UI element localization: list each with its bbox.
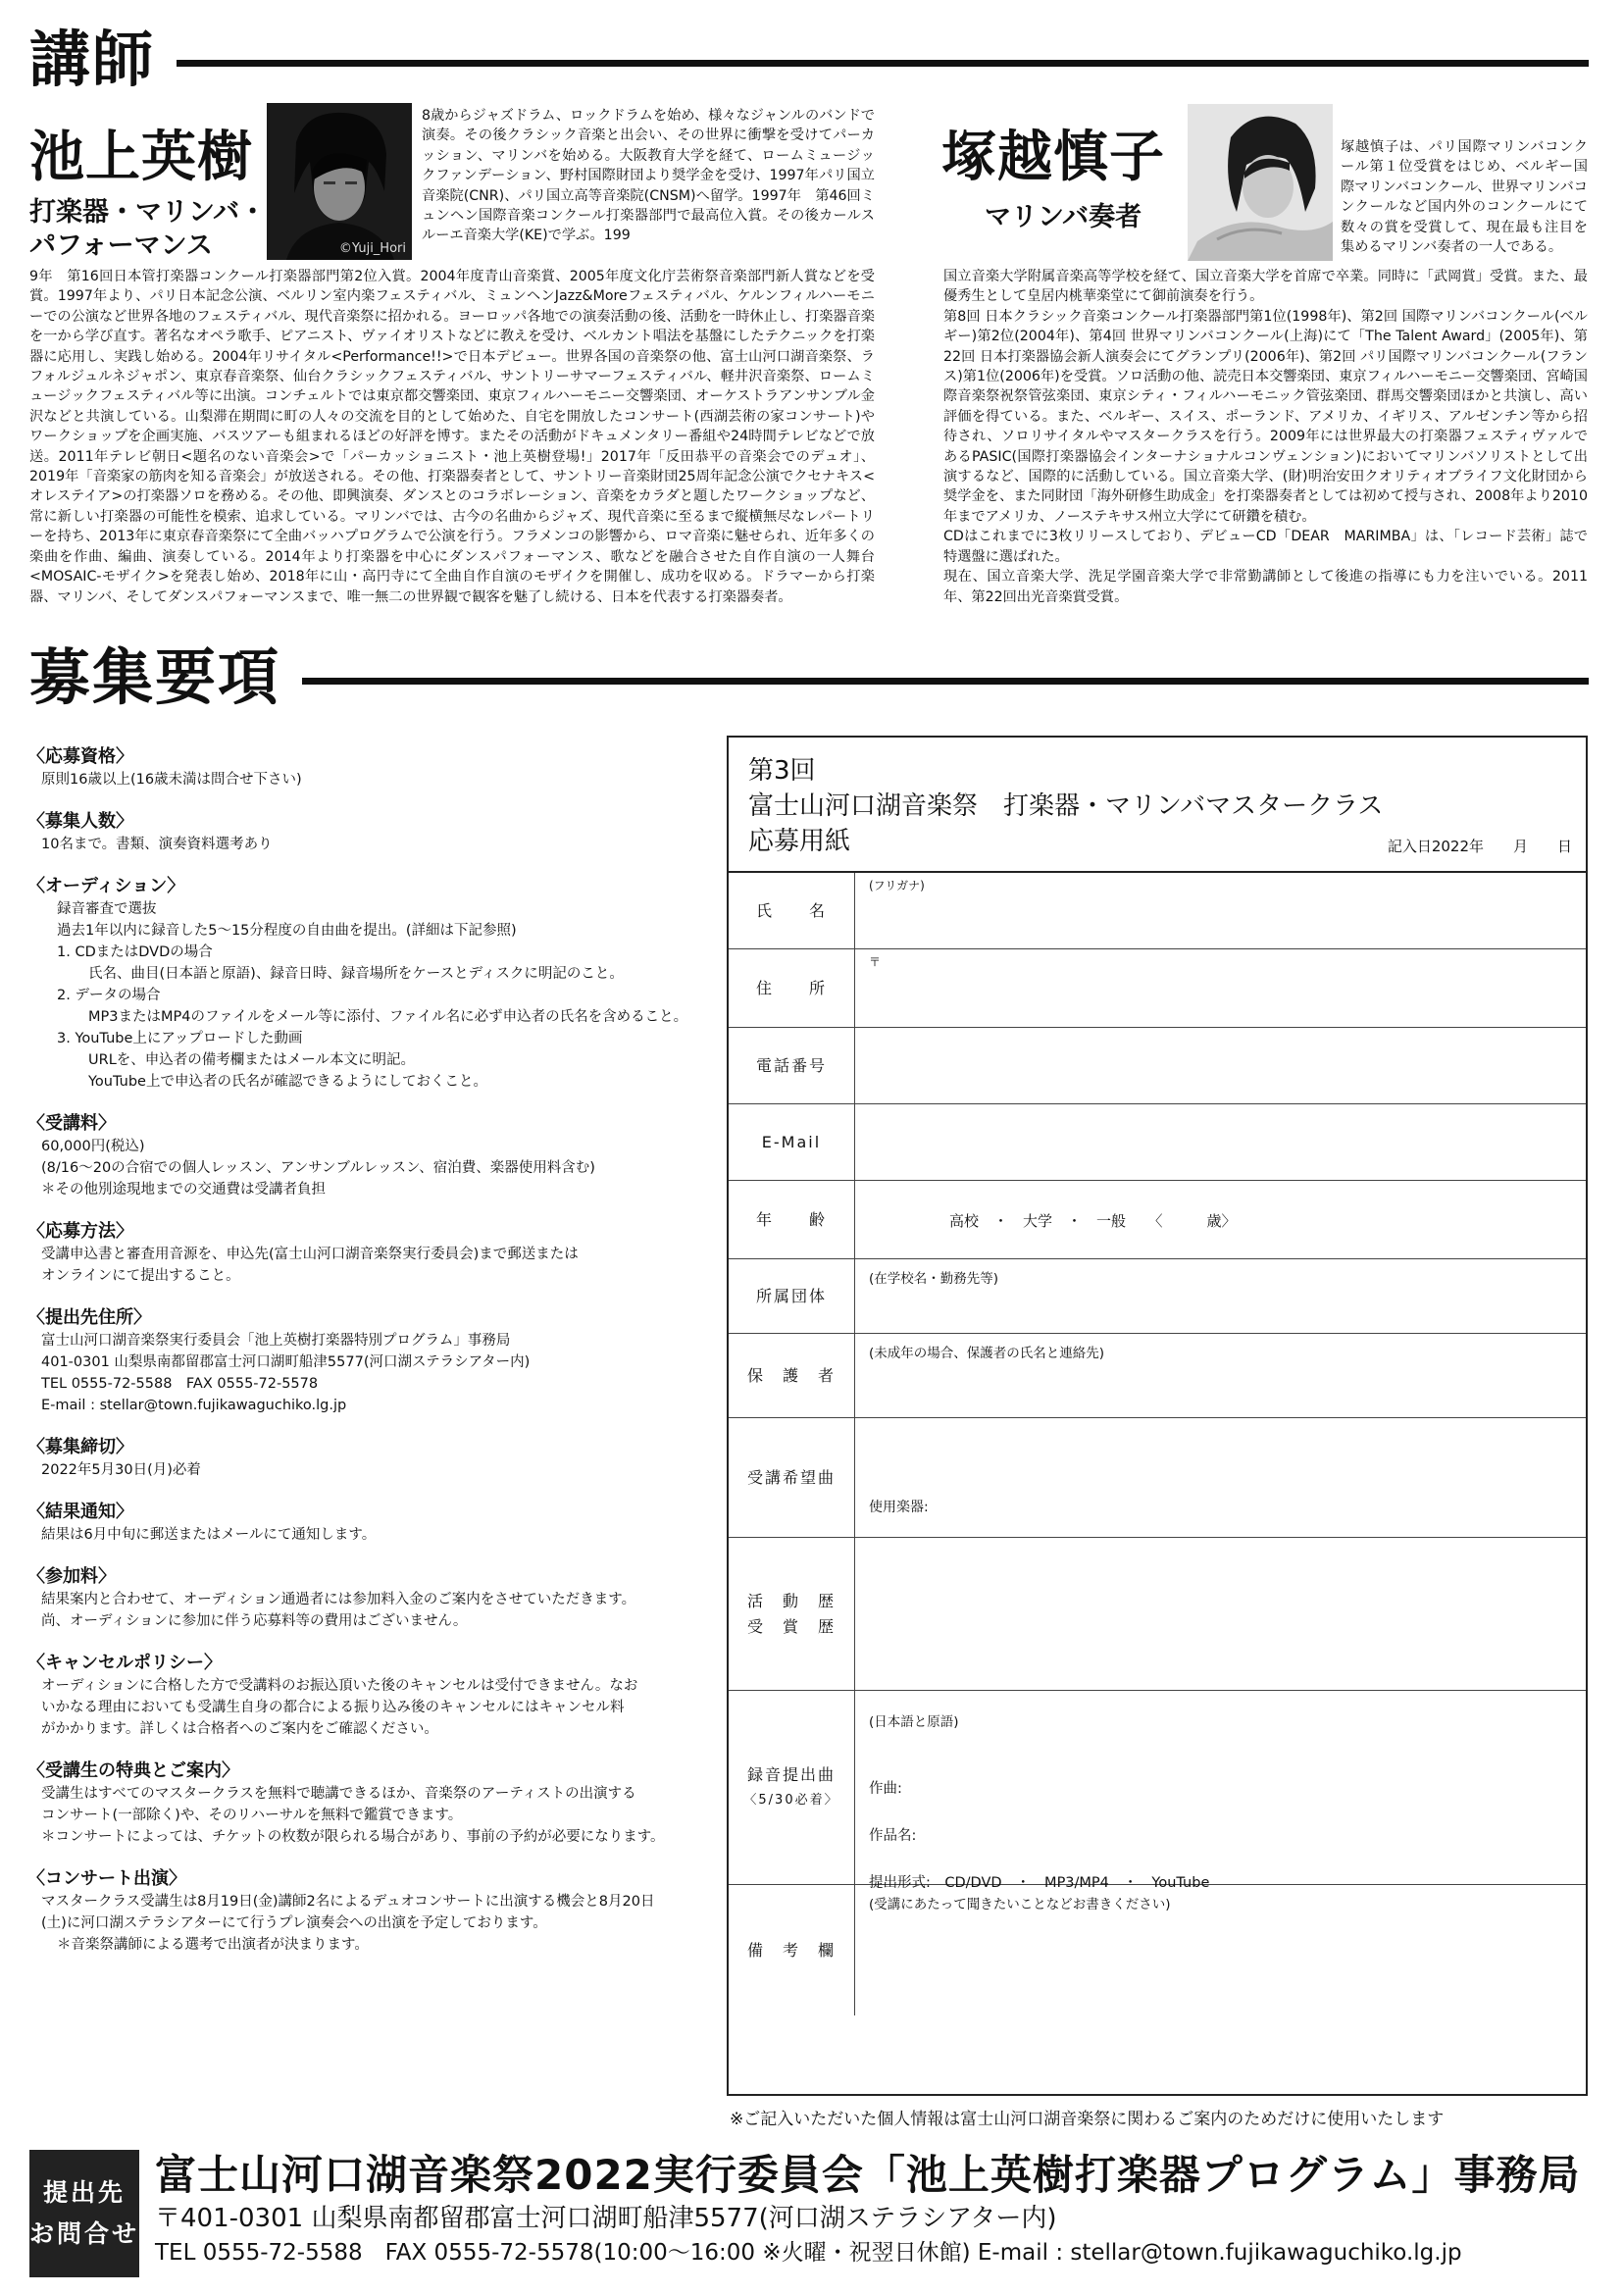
requirement-line: MP3またはMP4のファイルをメール等に添付、ファイル名に必ず申込者の氏名を含めること。 — [88, 1009, 688, 1025]
form-row — [729, 949, 1586, 1028]
requirement-line: オーディションに合格した方で受講料のお振込頂いた後のキャンセルは受付できません。なお — [41, 1678, 638, 1694]
requirement-item — [27, 810, 704, 855]
recording-field-label: 提出形式: CD/DVD ・ MP3/MP4 ・ YouTube — [869, 1875, 1210, 1891]
form-field-hint: (日本語と原語) — [869, 1714, 959, 1730]
form-row — [729, 1691, 1586, 1891]
portrait-image — [267, 103, 412, 260]
requirement-line: 氏名、曲目(日本語と原語)、録音日時、録音場所をケースとディスクに明記のこと。 — [88, 966, 624, 982]
requirement-line: 尚、オーディションに参加に伴う応募料等の費用はございません。 — [41, 1613, 468, 1629]
portrait-image — [1188, 104, 1333, 261]
form-row-label-line: 保 護 者 — [746, 1365, 836, 1385]
requirement-line: ＊コンサートによっては、チケットの枚数が限られる場合があり、事前の予約が必要になります。 — [41, 1829, 665, 1845]
instructors-section-header — [29, 24, 1589, 95]
form-row-label — [729, 1418, 854, 1537]
recording-field-label: 作曲: — [869, 1781, 902, 1797]
requirements-title: 募集要項 — [29, 641, 281, 713]
instructor1-role-line: 打楽器・マリンバ・ — [29, 197, 267, 228]
form-row — [729, 1538, 1586, 1691]
form-row-label-line: 電話番号 — [755, 1055, 827, 1075]
requirement-heading: 〈コンサート出演〉 — [27, 1868, 186, 1889]
form-row — [729, 873, 1586, 949]
form-heading — [748, 753, 1383, 859]
requirement-line: 過去1年以内に録音した5～15分程度の自由曲を提出。(詳細は下記参照) — [57, 923, 517, 939]
requirement-item — [27, 1112, 704, 1200]
requirement-line: 3. YouTube上にアップロードした動画 — [57, 1031, 303, 1046]
footer-label-line: お問合せ — [29, 2219, 140, 2248]
requirement-heading: 〈受講生の特典とご案内〉 — [27, 1760, 239, 1781]
requirement-line: 富士山河口湖音楽祭実行委員会「池上英樹打楽器特別プログラム」事務局 — [41, 1333, 511, 1349]
requirement-line: 受講申込書と審査用音源を、申込先(富士山河口湖音楽祭実行委員会)まで郵送または — [41, 1247, 579, 1262]
instructor2-bio-side: 塚越慎子は、パリ国際マリンバコンクール第１位受賞をはじめ、ベルギー国際マリンバコンクール、世界マリンバコンクールなど国内外のコンクールにて数々の賞を受賞して、現在最も注目を集めるマリンバ奏者の一人である。 — [1341, 139, 1588, 256]
form-field[interactable] — [854, 949, 1586, 1027]
instructor2-name: 塚越慎子 — [941, 126, 1165, 189]
requirement-line: ＊音楽祭講師による選考で出演者が決まります。 — [57, 1937, 369, 1953]
form-row-label-line: 受 賞 歴 — [746, 1616, 836, 1636]
instructor1-role-line: パフォーマンス — [29, 229, 213, 261]
footer-text — [139, 2150, 1595, 2277]
requirement-line: (8/16～20の合宿での個人レッスン、アンサンブルレッスン、宿泊費、楽器使用料含む) — [41, 1160, 595, 1176]
form-row — [729, 1028, 1586, 1104]
requirement-line: 結果は6月中旬に郵送またはメールにて通知します。 — [41, 1527, 377, 1543]
requirement-item — [27, 1652, 704, 1740]
requirement-heading: 〈応募方法〉 — [27, 1221, 133, 1242]
form-row — [729, 1259, 1586, 1334]
form-row-label — [729, 1028, 854, 1103]
privacy-note: ※ご記入いただいた個人情報は富士山河口湖音楽祭に関わるご案内のためだけに使用いたします — [730, 2110, 1445, 2129]
requirement-line: 1. CDまたはDVDの場合 — [57, 944, 213, 960]
requirement-heading: 〈応募資格〉 — [27, 746, 133, 767]
form-field-hint: (受講にあたって聞きたいことなどお書きください) — [869, 1897, 1171, 1912]
form-edition: 第3回 — [748, 756, 816, 786]
requirement-line: 結果案内と合わせて、オーディション通過者には参加料入金のご案内をさせていただきます。 — [41, 1592, 636, 1607]
form-field[interactable] — [854, 1418, 1586, 1537]
requirement-heading: 〈キャンセルポリシー〉 — [27, 1653, 222, 1673]
application-form — [727, 736, 1588, 2096]
instructor1-role — [29, 196, 266, 263]
form-field[interactable] — [854, 1104, 1586, 1180]
form-field-hint: (在学校名・勤務先等) — [869, 1271, 999, 1287]
requirement-line: (土)に河口湖ステラシアターにて行うプレ演奏会への出演を予定しております。 — [41, 1915, 547, 1931]
instructor1-name: 池上英樹 — [29, 126, 253, 189]
header-rule — [177, 60, 1589, 67]
header-rule — [302, 678, 1589, 685]
requirement-heading: 〈受講料〉 — [27, 1113, 116, 1134]
requirement-line: 受講生はすべてのマスタークラスを無料で聴講できるほか、音楽祭のアーティストの出演する — [41, 1786, 636, 1802]
requirement-line: オンラインにて提出すること。 — [41, 1268, 240, 1284]
requirement-line: URLを、申込者の備考欄またはメール本文に明記。 — [88, 1052, 415, 1068]
requirement-line: コンサート(一部除く)や、そのリハーサルを無料で鑑賞できます。 — [41, 1808, 463, 1823]
form-row — [729, 1418, 1586, 1538]
age-category-options[interactable]: 高校 ・ 大学 ・ 一般 〈 歳〉 — [949, 1212, 1237, 1230]
form-row-label-line: 備 考 欄 — [746, 1940, 836, 1960]
instructor1-photo — [267, 103, 412, 260]
form-row — [729, 1334, 1586, 1418]
form-field[interactable] — [854, 1691, 1586, 1891]
requirement-line: 401-0301 山梨県南都留郡富士河口湖町船津5577(河口湖ステラシアター内) — [41, 1354, 531, 1370]
form-rows — [729, 871, 1586, 2094]
requirement-item — [27, 1867, 704, 1956]
footer — [29, 2150, 1595, 2277]
form-row-label — [729, 1538, 854, 1690]
requirement-line: 2. データの場合 — [57, 988, 161, 1003]
form-row-label — [729, 1181, 854, 1258]
instructor2-bio-main: 国立音楽大学附属音楽高等学校を経て、国立音楽大学を首席で卒業。同時に「武岡賞」受賞。また、最優秀生として皇居内桃華楽堂にて御前演奏を行う。 第8回 日本クラシック音楽コンクール打楽器部門第1位(1998年)、第2回 国際マリンバコンクール(ベルギー)第2位(2004年)、第4回 世界マリンバコンクール(上海)にて「The Talent Award」(2005年)、第22回 日本打楽器協会新人演奏会にてグランプリ(2006年)、第2回 パリ国際マリンバコンクール(フランス)第1位(2006年)を受賞。ソロ活動の他、読売日本交響楽団、東京フィルハーモニー交響楽団、宮崎国際音楽祭祝祭管弦楽団、東京シティ・フィルハーモニック管弦楽団、群馬交響楽団ほかと共演し、高い評価を得ている。また、ベルギー、スイス、ポーランド、アメリカ、イギリス、アルゼンチン等から招待され、ソロリサイタルやマスタークラスを行う。2009年には世界最大の打楽器フェスティヴァルであるPASIC(国際打楽器協会インターナショナルコンヴェンション)においてマリンバソリストとして出演するなど、国際的に活動している。国立音楽大学、(財)明治安田クオリティオブライフ文化財団から奨学金を、また同財団「海外研修生助成金」を打楽器奏者としては初めて授与され、2008年より2010年までアメリカ、ノーステキサス州立大学にて研鑽を積む。 CDはこれまでに3枚リリースしており、デビューCD「DEAR MARIMBA」は、「レコード芸術」誌で特選盤に選ばれた。 現在、国立音楽大学、洗足学園音楽大学で非常勤講師として後進の指導にも力を注いでいる。2011年、第22回出光音楽賞受賞。 — [943, 269, 1588, 605]
requirement-line: 原則16歳以上(16歳未満は問合せ下さい) — [41, 772, 302, 788]
form-field[interactable] — [854, 873, 1586, 948]
form-field[interactable] — [854, 1538, 1586, 1690]
footer-organization: 富士山河口湖音楽祭2022実行委員会「池上英樹打楽器プログラム」事務局 — [155, 2151, 1581, 2199]
form-row-label-line: E-Mail — [761, 1132, 822, 1151]
form-field-hint: 〒 — [869, 955, 882, 969]
requirements-section-header — [29, 641, 1589, 713]
form-row — [729, 1181, 1586, 1259]
form-row-label-line: 〈5/30必着〉 — [743, 1792, 839, 1808]
requirement-heading: 〈提出先住所〉 — [27, 1307, 151, 1328]
form-row-label — [729, 873, 854, 948]
requirement-heading: 〈オーディション〉 — [27, 876, 185, 896]
requirement-item — [27, 1436, 704, 1481]
form-row-label — [729, 1691, 854, 1884]
requirements-list — [27, 745, 704, 1975]
form-row-label-line: 録音提出曲 — [746, 1764, 836, 1784]
requirement-item — [27, 875, 704, 1093]
form-row-label-line: 住 所 — [755, 978, 827, 997]
form-row-label — [729, 949, 854, 1027]
photo-credit: ©Yuji_Hori — [338, 241, 406, 256]
instructor1-bio-side: 8歳からジャズドラム、ロックドラムを始め、様々なジャンルのバンドで演奏。その後クラシック音楽と出会い、その世界に衝撃を受けてパーカッション、マリンバを始める。大阪教育大学を経て、ロームミュージックファンデーション、野村国際財団より奨学金を受け、1997年パリ国立音楽院(CNR)、パリ国立高等音楽院(CNSM)へ留学。1997年 第46回ミュンヘン国際音楽コンクール打楽器部門で最高位入賞。その後カールスルーエ音楽大学(KE)で学ぶ。199 — [422, 108, 875, 244]
requirement-item — [27, 1501, 704, 1546]
requirement-heading: 〈結果通知〉 — [27, 1502, 133, 1522]
form-row — [729, 1885, 1586, 2015]
requirement-line: ＊その他別途現地までの交通費は受講者負担 — [41, 1182, 326, 1198]
requirement-line: マスタークラス受講生は8月19日(金)講師2名によるデュオコンサートに出演する機会と8月20日 — [41, 1894, 655, 1910]
footer-address: 〒401-0301 山梨県南都留郡富士河口湖町船津5577(河口湖ステラシアター内) — [155, 2204, 1057, 2233]
form-row-label-line: 所属団体 — [755, 1286, 827, 1305]
requirement-heading: 〈参加料〉 — [27, 1566, 116, 1587]
instructor2-photo — [1188, 104, 1333, 261]
form-field[interactable] — [854, 1259, 1586, 1333]
requirement-heading: 〈募集締切〉 — [27, 1437, 133, 1457]
requirement-line: 60,000円(税込) — [41, 1139, 145, 1154]
form-subtitle: 応募用紙 — [748, 827, 851, 856]
requirement-item — [27, 745, 704, 790]
requirement-item — [27, 1306, 704, 1416]
instructor2-role: マリンバ奏者 — [985, 202, 1142, 232]
form-row-label-line: 氏 名 — [755, 900, 827, 920]
requirement-line: TEL 0555-72-5588 FAX 0555-72-5578 — [41, 1376, 319, 1392]
requirement-item — [27, 1220, 704, 1287]
requirement-line: 録音審査で選抜 — [57, 901, 157, 917]
footer-label-box — [29, 2150, 139, 2277]
requirement-line: E-mail : stellar@town.fujikawaguchiko.lg.jp — [41, 1398, 347, 1413]
form-row-label-line: 受講希望曲 — [746, 1467, 836, 1487]
form-row — [729, 1104, 1586, 1181]
form-row-label-line: 活 動 歴 — [746, 1591, 836, 1610]
requirement-heading: 〈募集人数〉 — [27, 811, 133, 832]
form-field[interactable] — [854, 1885, 1586, 2015]
form-field-hint: (未成年の場合、保護者の氏名と連絡先) — [869, 1346, 1105, 1361]
form-row-label — [729, 1259, 854, 1333]
form-title: 富士山河口湖音楽祭 打楽器・マリンバマスタークラス — [748, 791, 1384, 821]
requirement-line: 10名まで。書類、演奏資料選考あり — [41, 837, 273, 852]
form-field[interactable] — [854, 1334, 1586, 1417]
requirement-item — [27, 1565, 704, 1632]
requirement-line: 2022年5月30日(月)必着 — [41, 1462, 201, 1478]
form-row-label — [729, 1104, 854, 1180]
form-row-label — [729, 1334, 854, 1417]
recording-field-label: 作品名: — [869, 1828, 917, 1844]
requirement-line: YouTube上で申込者の氏名が確認できるようにしておくこと。 — [88, 1074, 487, 1090]
form-date-field[interactable]: 記入日2022年 月 日 — [1387, 838, 1572, 855]
requirement-line: いかなる理由においても受講生自身の都合による振り込み後のキャンセルにはキャンセル料 — [41, 1700, 625, 1715]
footer-contact: TEL 0555-72-5588 FAX 0555-72-5578(10:00～16:00 ※火曜・祝翌日休館) E-mail : stellar@town.fujikawaguchiko.lg.jp — [155, 2240, 1462, 2266]
instructor1-bio-main: 9年 第16回日本管打楽器コンクール打楽器部門第2位入賞。2004年度青山音楽賞、2005年度文化庁芸術祭音楽部門新人賞などを受賞。1997年より、パリ日本記念公演、ベルリン室内楽フェスティバル、ミュンヘンJazz&Moreフェスティバル、ケルンフィルハーモニーでの公演など世界各地のフェスティバル、現代音楽祭に招かれる。ヨーロッパ各地での演奏活動の後、活動を一時休止し、打楽器音楽を一から学び直す。著名なオペラ歌手、ピアニスト、ヴァイオリストなどに教えを受け、ベルカント唱法を基盤にしたテクニックを打楽器に応用し、実践し始める。2004年リサイタル<Performance!!>で日本デビュー。世界各国の音楽祭の他、富士山河口湖音楽祭、ラフォルジュルネジャポン、東京春音楽祭、仙台クラシックフェスティバル、サントリーサマーフェスティバル、軽井沢音楽祭、ロームミュージックフェスティバル等に出演。コンチェルトでは東京都交響楽団、東京フィルハーモニー交響楽団、オーケストラアンサンブル金沢などと共演している。山梨滞在期間に町の人々の交流を目的として始めた、自宅を開放したコンサート(西湖芸術の家コンサート)やワークショップを企画実施、バスツアーも組まれるほどの好評を博す。またその活動がドキュメンタリー番組や24時間テレビなどで放送。2011年テレビ朝日<題名のない音楽会>で「パーカッショニスト・池上英樹登場!」2017年「反田恭平の音楽会でのデュオ」、2019年「音楽家の筋肉を知る音楽会」が放送される。その他、打楽器奏者として、サントリー音楽財団25周年記念公演でクセナキス<オレステイア>の打楽器ソロを務める。その他、即興演奏、ダンスとのコラボレーション、音楽をカラダと題したワークショップなど、常に新しい打楽器の可能性を模索、追求している。マリンバでは、古今の名曲からジャズ、現代音楽に至るまで縦横無尽なレパートリーを持ち、2013年に東京春音楽祭にて全曲バッハプログラムで公演を行う。フラメンコの影響から、ロマ音楽に魅せられ、近年多くの楽曲を作曲、編曲、演奏している。2014年より打楽器を中心にダンスパフォーマンス、歌などを融合させた自作自演の一人舞台<MOSAIC-モザイク>を発表し始め、2018年に山・高円寺にて全曲自作自演のモザイクを開催し、成功を収める。ドラマーから打楽器、マリンバ、そしてダンスパフォーマンスまで、唯一無二の世界観で観客を魅了し続ける、日本を代表する打楽器奏者。 — [29, 269, 875, 605]
form-row-label-line: 年 齢 — [755, 1209, 827, 1229]
form-field[interactable] — [854, 1181, 1586, 1258]
footer-label-line: 提出先 — [42, 2178, 126, 2207]
requirement-item — [27, 1759, 704, 1848]
form-field[interactable] — [854, 1028, 1586, 1103]
instructors-title: 講師 — [29, 24, 156, 95]
requirement-line: がかかります。詳しくは合格者へのご案内をご確認ください。 — [41, 1721, 438, 1737]
instrument-label: 使用楽器: — [869, 1500, 929, 1515]
form-field-hint: (フリガナ) — [869, 879, 925, 892]
form-row-label — [729, 1885, 854, 2015]
